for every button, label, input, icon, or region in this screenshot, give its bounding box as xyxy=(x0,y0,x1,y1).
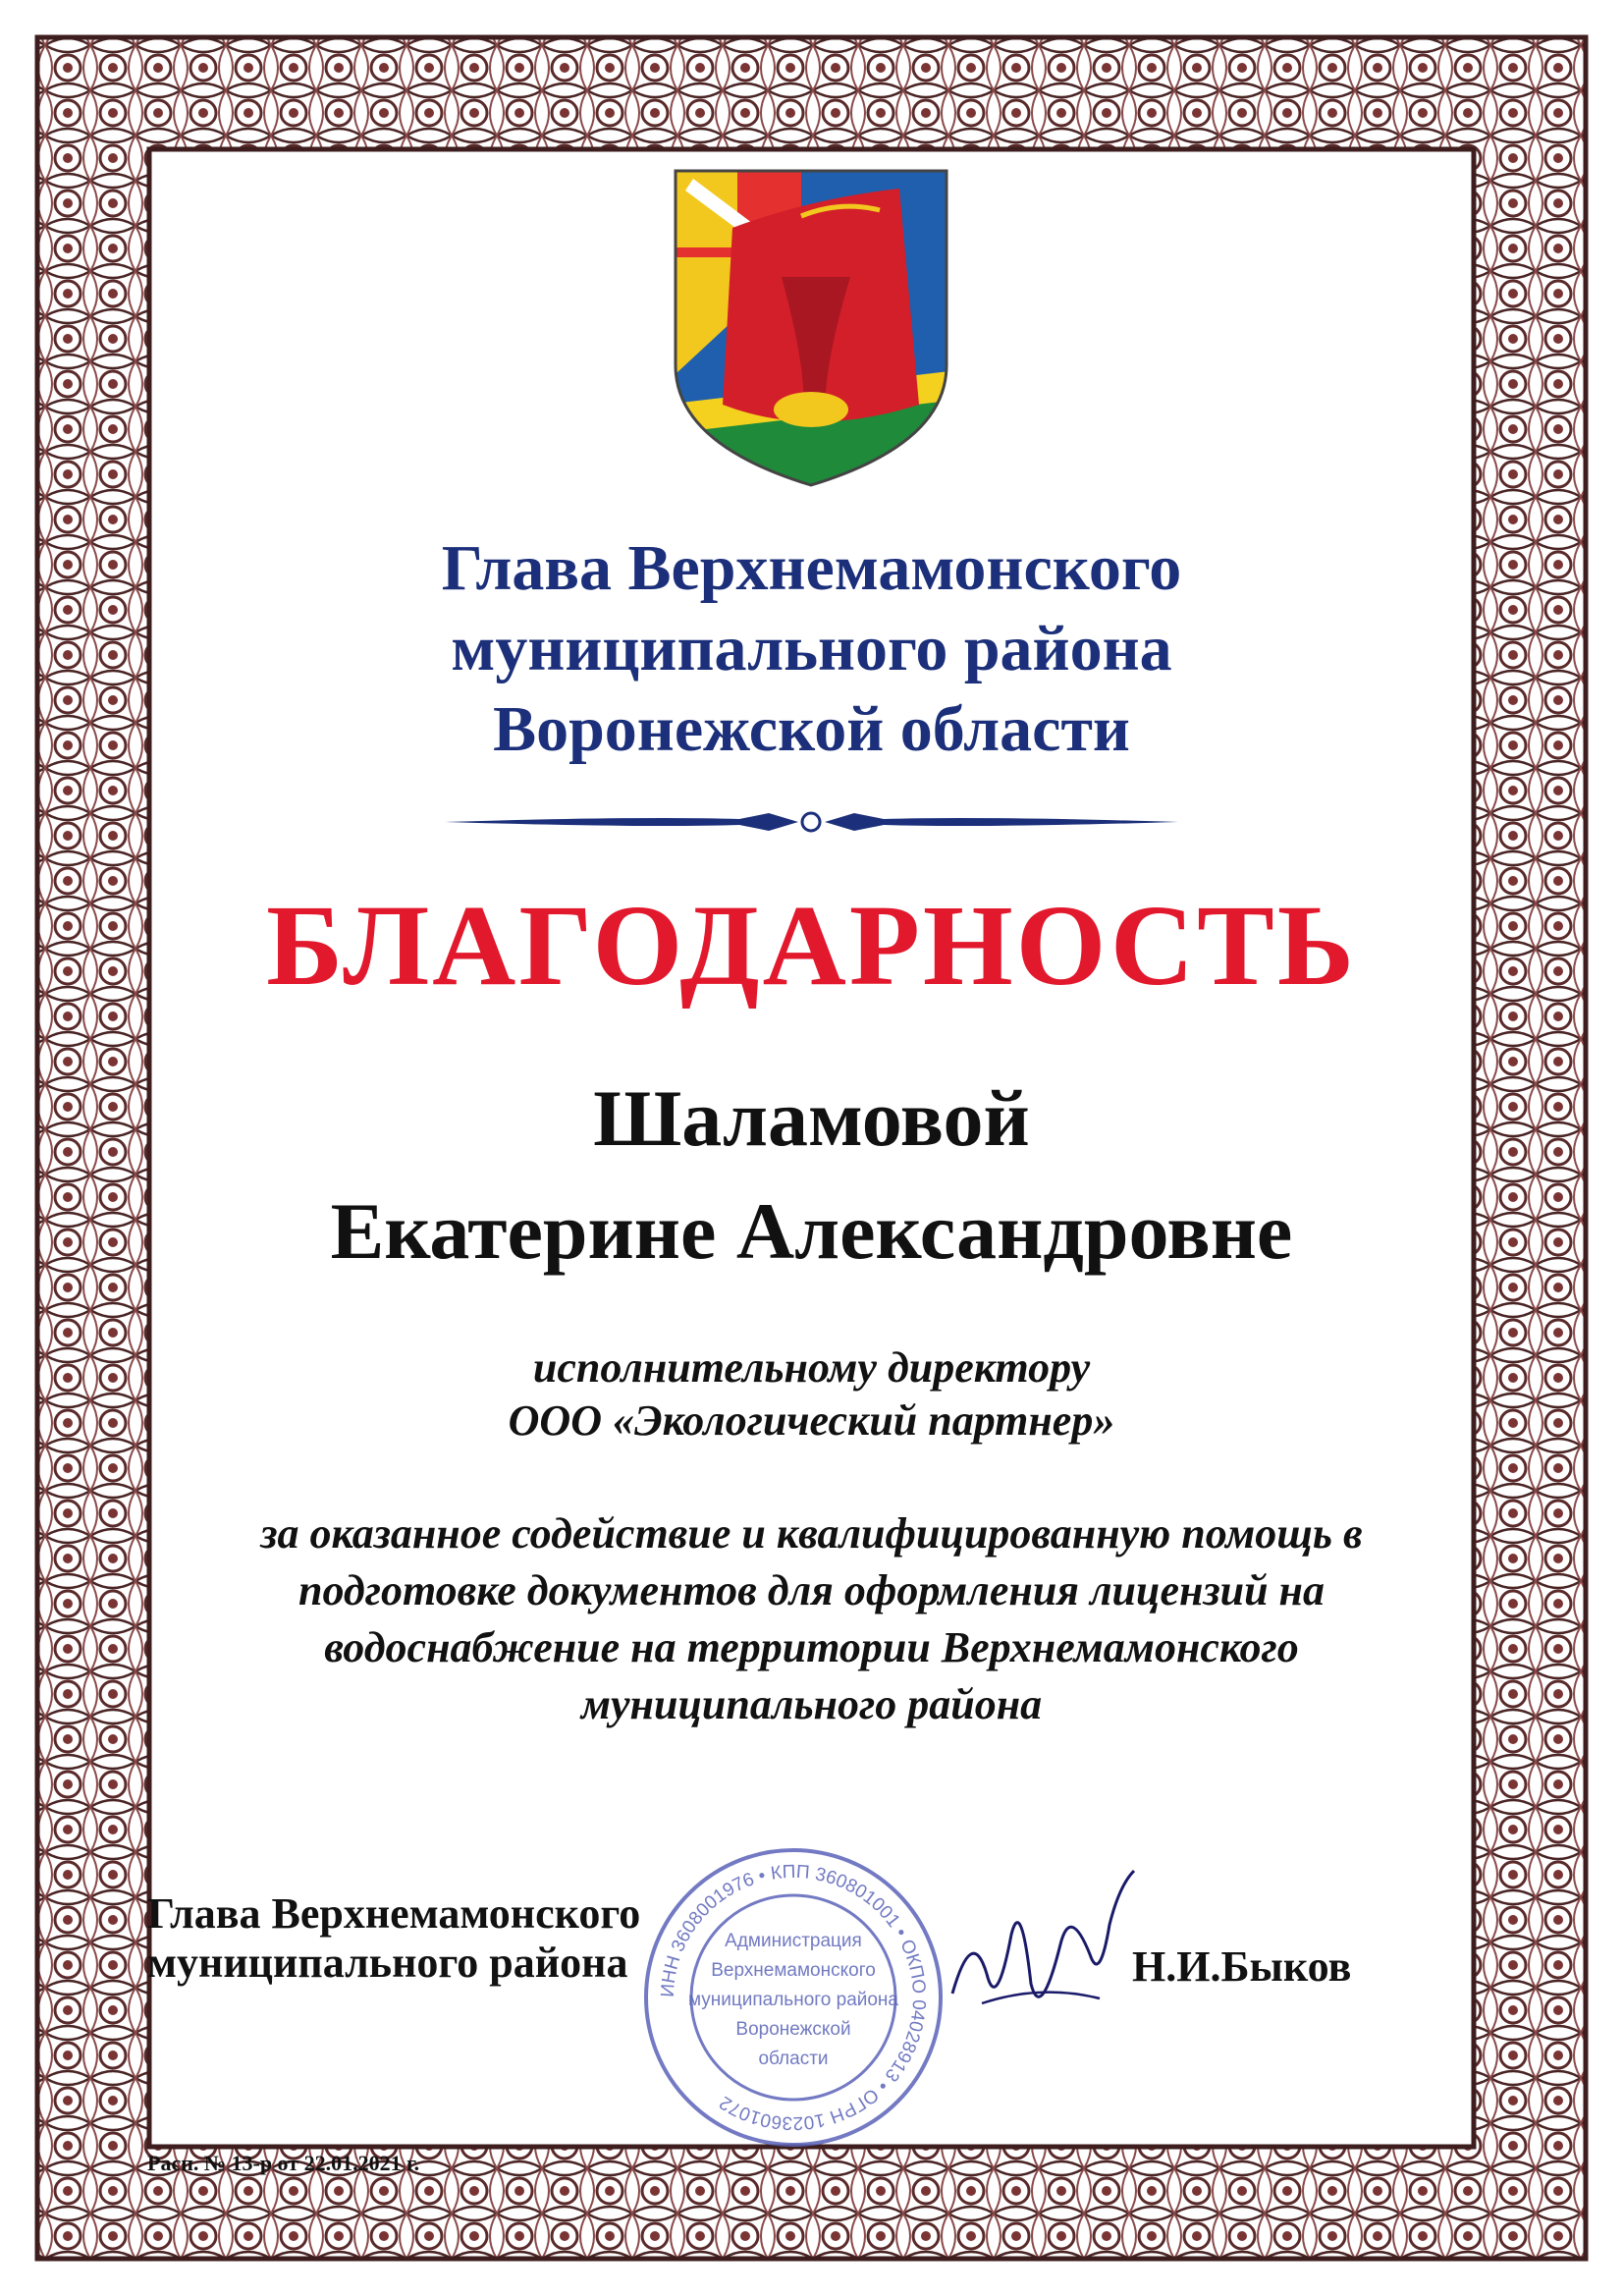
signatory-title-line-2: муниципального района xyxy=(147,1939,628,1987)
seal-center-line-4: Воронежской xyxy=(735,2019,851,2040)
heading-line-2: муниципального района xyxy=(451,613,1172,684)
order-reference: Расп. № 13-р от 22.01.2021 г. xyxy=(147,2151,420,2175)
seal-center-line-1: Администрация xyxy=(725,1931,862,1951)
reason-line-3: водоснабжение на территории Верхнемамонского xyxy=(324,1623,1299,1671)
heading-line-3: Воронежской области xyxy=(493,693,1130,765)
official-seal-stamp xyxy=(636,1840,950,2155)
reason-line-1: за оказанное содействие и квалифицированную помощь в xyxy=(260,1509,1363,1558)
recipient-position-line-2: ООО «Экологический партнер» xyxy=(508,1396,1115,1445)
recipient-given-names: Екатерине Александровне xyxy=(330,1186,1293,1276)
coat-of-arms-emblem xyxy=(664,159,958,497)
seal-center-line-2: Верхнемамонского xyxy=(711,1960,876,1981)
divider-ornament xyxy=(445,807,1178,837)
signer-name: Н.И.Быков xyxy=(1132,1942,1352,1991)
certificate-title: БЛАГОДАРНОСТЬ xyxy=(266,881,1357,1010)
recipient-position-line-1: исполнительному директору xyxy=(532,1343,1091,1392)
signatory-title xyxy=(147,1889,640,1988)
seal-ring-text: ИНН 3608001976 • КПП 360801001 • ОКПО 04028913 • ОГРН 1023601072 xyxy=(657,1861,930,2134)
recipient-surname: Шаламовой xyxy=(593,1073,1030,1163)
reason-line-4: муниципального района xyxy=(580,1680,1043,1728)
signatory-title-line-1: Глава Верхнемамонского xyxy=(147,1889,641,1938)
heading-line-1: Глава Верхнемамонского xyxy=(441,532,1182,604)
reason-line-2: подготовке документов для оформления лицензий на xyxy=(298,1566,1325,1614)
handwritten-signature xyxy=(943,1866,1139,2033)
seal-center-line-5: области xyxy=(758,2049,829,2069)
seal-center-line-3: муниципального района xyxy=(687,1990,899,2010)
